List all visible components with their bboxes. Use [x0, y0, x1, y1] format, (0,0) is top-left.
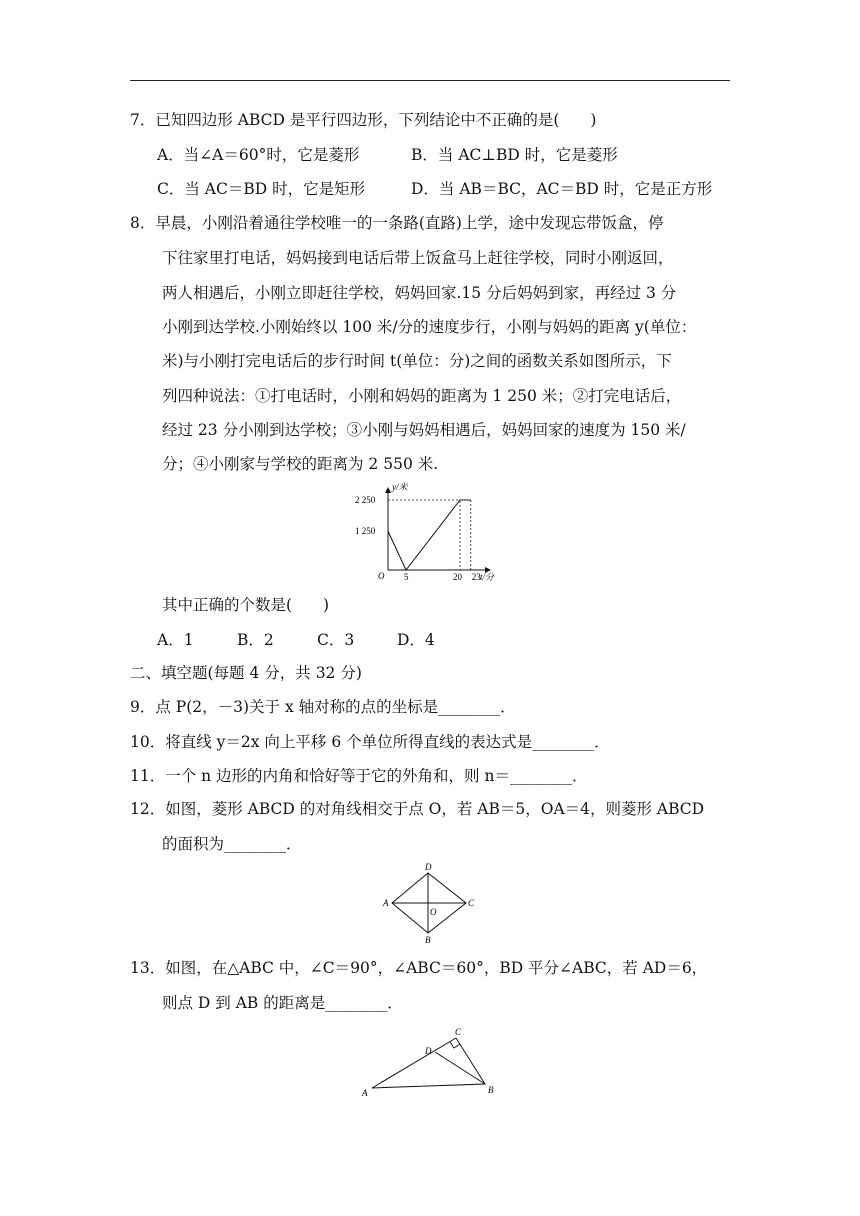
q7-stem: 7．已知四边形 ABCD 是平行四边形，下列结论中不正确的是( )	[130, 111, 597, 129]
series-line	[388, 500, 471, 570]
q8-line: 经过 23 分小刚到达学校；③小刚与妈妈相遇后，妈妈回家的速度为 150 米/	[162, 421, 686, 439]
section-heading: 二、填空题(每题 4 分，共 32 分)	[130, 664, 362, 682]
q13-triangle-figure	[355, 1024, 505, 1100]
x-axis-label: t/分	[480, 572, 495, 582]
label-d: D	[425, 862, 432, 872]
q7-option-d: D．当 AB＝BC，AC＝BD 时，它是正方形	[411, 180, 713, 198]
x-tick-label: 23	[471, 572, 481, 582]
x-tick-label: 5	[404, 572, 409, 582]
label-d: D	[425, 1046, 432, 1056]
y-axis-label: y/米	[392, 482, 408, 492]
label-o: O	[430, 907, 437, 917]
q13-line2: 则点 D 到 AB 的距离是________．	[162, 994, 403, 1012]
q8-line: 两人相遇后，小刚立即赶往学校，妈妈回家.15 分后妈妈到家，再经过 3 分	[162, 284, 677, 302]
origin-label: O	[378, 571, 385, 581]
q8-line: 米)与小刚打完电话后的步行时间 t(单位：分)之间的函数关系如图所示，下	[162, 352, 672, 370]
label-a: A	[383, 898, 389, 908]
q8-line: 下往家里打电话，妈妈接到电话后带上饭盒马上赶往学校，同时小刚返回，	[162, 249, 674, 267]
q10: 10．将直线 y＝2x 向上平移 6 个单位所得直线的表达式是________．	[130, 733, 610, 751]
label-c: C	[468, 898, 475, 908]
bisector-bd	[435, 1052, 485, 1084]
q7-option-a: A．当∠A＝60°时，它是菱形	[157, 146, 360, 164]
label-a: A	[362, 1088, 368, 1098]
q12-line1: 12．如图，菱形 ABCD 的对角线相交于点 O，若 AB＝5，OA＝4，则菱形 ABCD	[130, 800, 705, 818]
label-c: C	[455, 1027, 462, 1037]
q8-line: 分；④小刚家与学校的距离为 2 550 米.	[162, 455, 439, 473]
q9: 9．点 P(2，－3)关于 x 轴对称的点的坐标是________．	[130, 698, 516, 716]
q8-line: 8．早晨，小刚沿着通往学校唯一的一条路(直路)上学，途中发现忘带饭盒，停	[130, 214, 664, 232]
y-tick-label: 1 250	[355, 526, 376, 537]
q8-after: 其中正确的个数是( )	[162, 596, 330, 614]
q7-option-c: C．当 AC＝BD 时，它是矩形	[157, 180, 366, 198]
q8-line: 列四种说法：①打电话时，小刚和妈妈的距离为 1 250 米；②打完电话后，	[162, 387, 682, 405]
q8-option-a: A．1	[157, 631, 194, 649]
q12-rhombus-figure	[380, 860, 480, 946]
q8-distance-time-chart	[350, 480, 510, 590]
q8-line: 小刚到达学校.小刚始终以 100 米/分的速度步行，小刚与妈妈的距离 y(单位：	[162, 318, 697, 336]
q7-option-b: B．当 AC⊥BD 时，它是菱形	[411, 146, 618, 164]
q13-line1: 13．如图，在△ABC 中，∠C＝90°，∠ABC＝60°，BD 平分∠ABC，若 AD＝6，	[130, 959, 708, 977]
label-b: B	[488, 1085, 494, 1095]
header-rule	[130, 80, 730, 81]
q12-line2: 的面积为________．	[162, 835, 302, 853]
q11: 11．一个 n 边形的内角和恰好等于它的外角和，则 n＝________．	[130, 767, 588, 785]
x-tick-label: 20	[453, 572, 462, 582]
q8-option-c: C．3	[317, 631, 355, 649]
q8-option-d: D．4	[397, 631, 435, 649]
q8-option-b: B．2	[237, 631, 274, 649]
y-tick-label: 2 250	[355, 495, 376, 505]
label-b: B	[425, 935, 431, 945]
